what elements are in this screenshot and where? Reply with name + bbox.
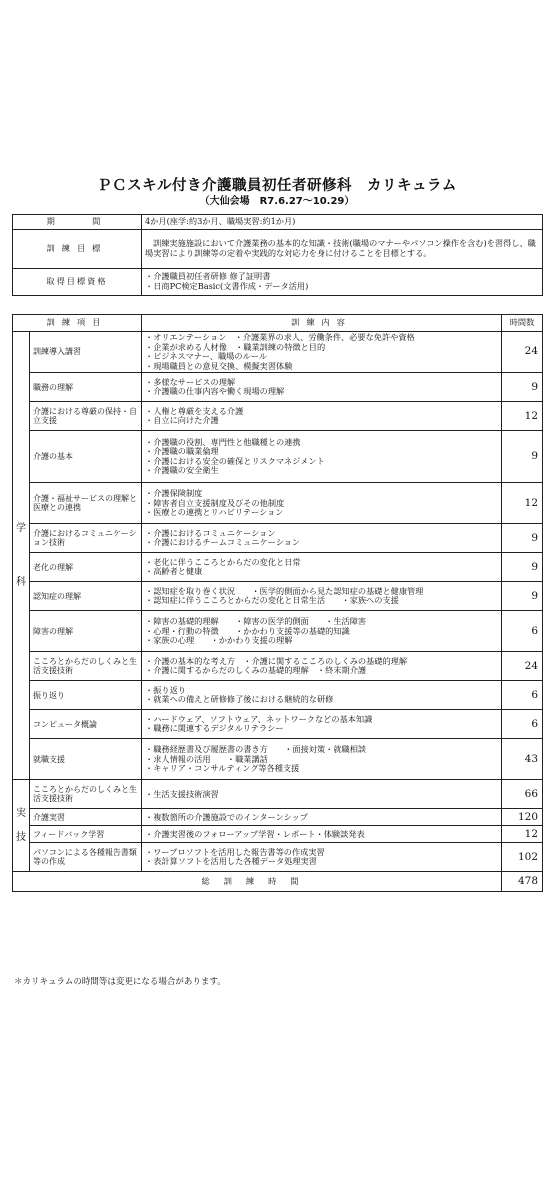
goal-value: 訓練実施施設において介護業務の基本的な知識・技術(職場のマナーやパソコン操作を含む)を習得し、職場実習により訓練等の定着や実践的な対応力を身に付けることを目標とする。 <box>142 230 543 269</box>
period-value: 4か月(座学:約3か月、職場実習:約1か月) <box>142 215 543 230</box>
qualification-value <box>142 269 543 296</box>
period-row <box>13 215 543 230</box>
item-name: 介護実習 <box>30 809 142 826</box>
content-line: ・介護における安全の確保とリスクマネジメント <box>145 455 325 466</box>
overview-table <box>12 214 543 296</box>
curriculum-row <box>13 431 543 483</box>
content-line: ・オリエンテーション ・介護業界の求人、労働条件、必要な免許や資格 <box>145 332 415 342</box>
total-row <box>13 872 543 892</box>
content-line: ・求人情報の活用 ・職業講話 <box>145 753 268 764</box>
period-label: 期 間 <box>13 215 142 230</box>
content-line: ・自立に向けた介護 <box>145 415 219 426</box>
content-line: ・認知症を取り巻く状況 ・医学的側面から見た認知症の基礎と健康管理 <box>145 585 424 596</box>
curriculum-row <box>13 524 543 553</box>
curriculum-row <box>13 780 543 809</box>
content-line: ・老化に伴うこころとからだの変化と日常 <box>145 556 301 567</box>
item-name: 職務の理解 <box>30 373 142 402</box>
content-line: ・心理・行動の特徴 ・かかわり支援等の基礎的知識 <box>145 625 350 636</box>
item-hours: 6 <box>502 681 543 710</box>
curriculum-table <box>12 314 543 892</box>
category-cell <box>13 780 30 872</box>
item-hours: 12 <box>502 483 543 524</box>
header-row <box>13 315 543 332</box>
category-char: 科 <box>16 576 26 588</box>
content-line: ・介護保険制度 <box>145 487 203 498</box>
item-hours: 66 <box>502 780 543 809</box>
item-name: こころとからだのしくみと生活支援技術 <box>30 780 142 809</box>
category-char: 実 <box>16 807 26 819</box>
category-char: 学 <box>16 522 26 534</box>
total-hours: 478 <box>502 872 543 892</box>
content-line: ・ビジネスマナー、職場のルール <box>145 351 267 362</box>
item-content <box>142 611 502 652</box>
curriculum-row <box>13 483 543 524</box>
content-line: ・企業が求める人材像 ・職業訓練の特徴と目的 <box>145 341 326 352</box>
goal-row <box>13 230 543 269</box>
curriculum-row <box>13 373 543 402</box>
content-line: ・医療との連携とリハビリテーション <box>145 507 284 518</box>
item-name: 振り返り <box>30 681 142 710</box>
item-hours: 43 <box>502 739 543 780</box>
content-line: ・介護職の職業倫理 <box>145 446 219 457</box>
content-line: ・介護の基本的な考え方 ・介護に関するこころのしくみの基礎的理解 <box>145 655 408 666</box>
item-name: こころとからだのしくみと生活支援技術 <box>30 652 142 681</box>
item-content <box>142 332 502 373</box>
item-name: 介護・福祉サービスの理解と医療との連携 <box>30 483 142 524</box>
item-content <box>142 582 502 611</box>
content-line: ・介護職の安全衛生 <box>145 465 219 476</box>
item-name: 介護の基本 <box>30 431 142 483</box>
category-cell <box>13 332 30 780</box>
item-hours: 120 <box>502 809 543 826</box>
item-content <box>142 402 502 431</box>
content-line: ・認知症に伴うこころとからだの変化と日常生活 ・家族への支援 <box>145 595 399 606</box>
header-content: 訓練内容 <box>142 315 502 332</box>
item-content <box>142 373 502 402</box>
content-line: ・ハードウェア、ソフトウェア、ネットワークなどの基本知識 <box>145 713 373 724</box>
item-content <box>142 553 502 582</box>
item-hours: 9 <box>502 553 543 582</box>
item-content <box>142 826 502 843</box>
qualification-line: ・日商PC検定Basic(文書作成・データ活用) <box>145 281 309 291</box>
page-subtitle: （大仙会場 R7.6.27～10.29） <box>199 196 355 207</box>
content-line: ・ワープロソフトを活用した報告書等の作成実習 <box>145 846 325 857</box>
content-line: ・介護におけるチームコミュニケーション <box>145 537 301 548</box>
curriculum-row <box>13 553 543 582</box>
content-line: ・職務経歴書及び履歴書の書き方 ・面接対策・就職相談 <box>145 743 367 754</box>
header-item: 訓練項目 <box>13 315 142 332</box>
content-line: ・高齢者と健康 <box>145 566 203 577</box>
curriculum-row <box>13 809 543 826</box>
content-line: ・多様なサービスの理解 <box>145 376 236 387</box>
content-line: ・人権と尊厳を支える介護 <box>145 405 244 416</box>
curriculum-row <box>13 332 543 373</box>
curriculum-row <box>13 710 543 739</box>
footnote: ＊カリキュラムの時間等は変更になる場合があります。 <box>14 977 226 987</box>
category-char: 技 <box>16 831 26 843</box>
item-content <box>142 843 502 872</box>
page-title: ＰＣスキル付き介護職員初任者研修科 カリキュラム <box>97 178 457 194</box>
curriculum-row <box>13 843 543 872</box>
item-name: パソコンによる各種報告書類等の作成 <box>30 843 142 872</box>
item-content <box>142 739 502 780</box>
content-line: ・介護に関するからだのしくみの基礎的理解 ・終末期介護 <box>145 665 367 676</box>
content-line: ・障害の基礎的理解 ・障害の医学的側面 ・生活障害 <box>145 615 367 626</box>
item-hours: 12 <box>502 402 543 431</box>
content-line: ・介護職の仕事内容や働く現場の理解 <box>145 386 285 397</box>
content-line: ・介護職の役割、専門性と他職種との連携 <box>145 436 301 447</box>
item-content <box>142 809 502 826</box>
curriculum-row <box>13 681 543 710</box>
item-hours: 9 <box>502 524 543 553</box>
item-name: 認知症の理解 <box>30 582 142 611</box>
content-line: ・複数箇所の介護施設でのインターンシップ <box>145 811 308 822</box>
item-name: コンピュータ概論 <box>30 710 142 739</box>
content-line: ・振り返り <box>145 684 186 695</box>
content-line: ・介護におけるコミュニケーション <box>145 527 276 538</box>
content-line: ・介護実習後のフォローアップ学習・レポート・体験談発表 <box>145 828 365 839</box>
item-content <box>142 524 502 553</box>
item-name: フィードバック学習 <box>30 826 142 843</box>
header-hours: 時間数 <box>502 315 543 332</box>
item-hours: 9 <box>502 582 543 611</box>
item-hours: 12 <box>502 826 543 843</box>
item-name: 介護における尊厳の保持・自立支援 <box>30 402 142 431</box>
curriculum-row <box>13 826 543 843</box>
item-name: 障害の理解 <box>30 611 142 652</box>
content-line: ・表計算ソフトを活用した各種データ処理実習 <box>145 856 317 867</box>
item-name: 就職支援 <box>30 739 142 780</box>
item-content <box>142 710 502 739</box>
item-content <box>142 483 502 524</box>
item-content <box>142 780 502 809</box>
curriculum-row <box>13 611 543 652</box>
curriculum-row <box>13 739 543 780</box>
goal-label: 訓練目標 <box>13 230 142 269</box>
item-content <box>142 681 502 710</box>
item-hours: 6 <box>502 611 543 652</box>
curriculum-row <box>13 652 543 681</box>
content-line: ・就業への備えと研修修了後における継続的な研修 <box>145 694 334 705</box>
item-hours: 24 <box>502 652 543 681</box>
curriculum-row <box>13 582 543 611</box>
curriculum-row <box>13 402 543 431</box>
item-hours: 9 <box>502 373 543 402</box>
content-line: ・家族の心理 ・かかわり支援の理解 <box>145 635 293 646</box>
item-hours: 102 <box>502 843 543 872</box>
content-line: ・現場職員との意見交換、模擬実習体験 <box>145 360 293 371</box>
item-content <box>142 431 502 483</box>
item-name: 介護におけるコミュニケーション技術 <box>30 524 142 553</box>
item-hours: 9 <box>502 431 543 483</box>
qualification-label: 取得目標資格 <box>13 269 142 296</box>
content-line: ・キャリア・コンサルティング等各種支援 <box>145 763 300 774</box>
qualification-row <box>13 269 543 296</box>
item-hours: 6 <box>502 710 543 739</box>
content-line: ・障害者自立支援制度及びその他制度 <box>145 497 285 508</box>
item-hours: 24 <box>502 332 543 373</box>
item-name: 老化の理解 <box>30 553 142 582</box>
item-name: 訓練導入講習 <box>30 332 142 373</box>
qualification-line: ・介護職員初任者研修 修了証明書 <box>145 271 271 282</box>
content-line: ・職務に関連するデジタルリテラシー <box>145 723 284 734</box>
total-label: 総訓練時間 <box>13 872 502 892</box>
item-content <box>142 652 502 681</box>
content-line: ・生活支援技術演習 <box>145 788 219 799</box>
